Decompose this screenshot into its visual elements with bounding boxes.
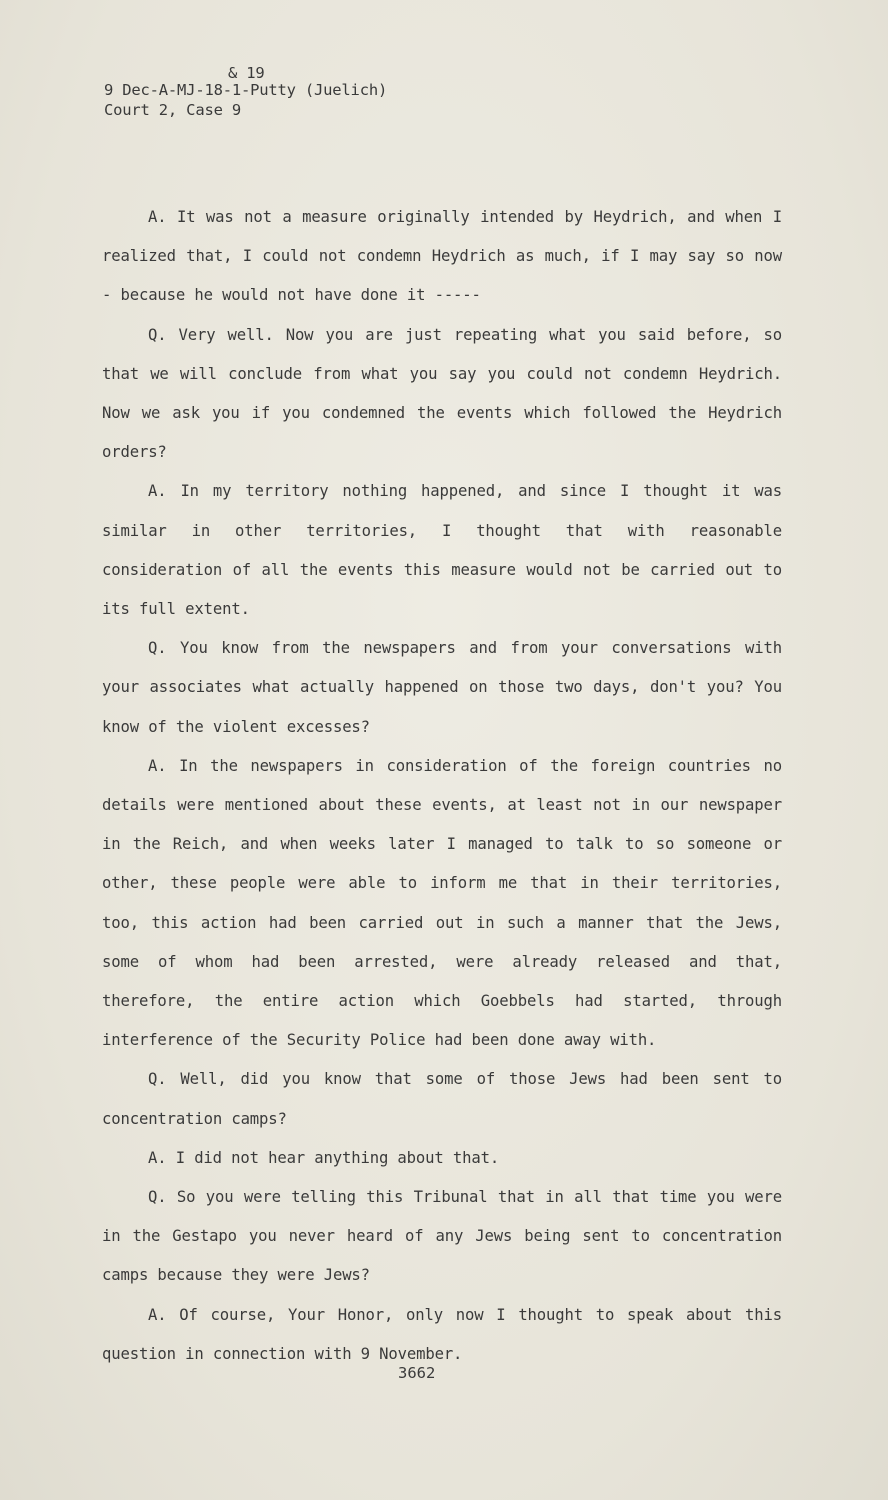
header-court-case: Court 2, Case 9 — [104, 101, 241, 119]
paragraph-3: A. In my territory nothing happened, and since I thought it was similar in other territories, I thought that with reasonable consideration of all the events this measure would not be carried out to its full extent. — [102, 482, 782, 619]
paragraph-1: A. It was not a measure originally intended by Heydrich, and when I realized that, I could not condemn Heydrich as much, if I may say so now - because he would not have done it ----- — [102, 208, 782, 305]
header-amendment: & 19 — [228, 64, 265, 82]
paragraph-4: Q. You know from the newspapers and from your conversations with your associates what actually happened on those two days, don't you? You know of the violent excesses? — [102, 639, 782, 736]
page-number: 3662 — [398, 1364, 436, 1382]
document-header — [104, 66, 387, 120]
transcript-body — [102, 198, 782, 1374]
paragraph-7: A. I did not hear anything about that. — [148, 1148, 500, 1167]
paragraph-6: Q. Well, did you know that some of those Jews had been sent to concentration camps? — [102, 1070, 782, 1128]
paragraph-5: A. In the newspapers in consideration of the foreign countries no details were mentioned about these events, at least not in our newspaper in the Reich, and when weeks later I managed to talk to so someone or other, these people were able to inform me that in their territories, too, this action had been carried out in such a manner that the Jews, some of whom had been arrested, were already released and that, therefore, the entire action which Goebbels had started, through interference of the Security Police had been done away with. — [102, 756, 782, 1050]
paragraph-2: Q. Very well. Now you are just repeating what you said before, so that we will conclude from what you say you could not condemn Heydrich. Now we ask you if you condemned the events which followed the Heydrich orders? — [102, 325, 782, 462]
paragraph-9: A. Of course, Your Honor, only now I thought to speak about this question in connection with 9 November. — [102, 1305, 782, 1363]
header-reference: 9 Dec-A-MJ-18-1-Putty (Juelich) — [104, 81, 388, 99]
paragraph-8: Q. So you were telling this Tribunal that in all that time you were in the Gestapo you never heard of any Jews being sent to concentration camps because they were Jews? — [102, 1188, 782, 1285]
